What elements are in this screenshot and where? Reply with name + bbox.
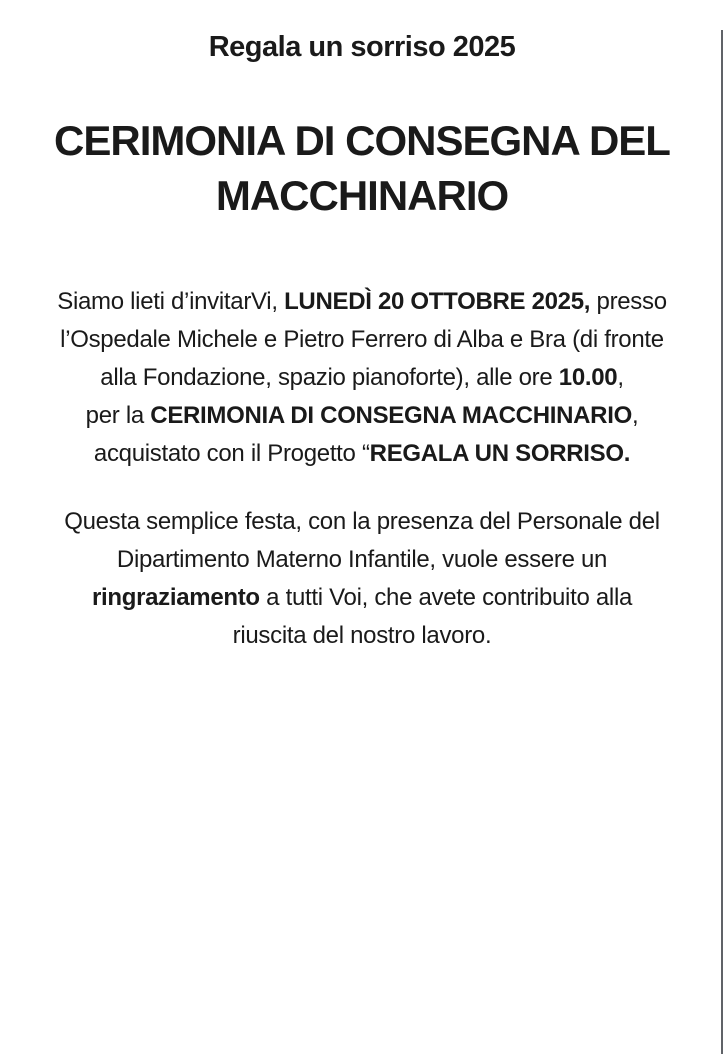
event-kicker: Regala un sorriso 2025 <box>208 31 516 63</box>
document-title: CERIMONIA DI CONSEGNA DEL MACCHINARIO <box>54 116 670 219</box>
document-page <box>0 30 724 1054</box>
invitation-paragraph: Siamo lieti d’invitarVi, LUNEDÌ 20 OTTOBRE 2025, presso l’Ospedale Michele e Pietro Ferrero di Alba e Bra (di fronte alla Fondazione, spazio pianoforte), alle ore 10.00, per la CERIMONIA DI CONSEGNA MACCHINARIO, acquistato con il Progetto “REGALA UN SORRISO. <box>57 287 667 467</box>
thanks-paragraph: Questa semplice festa, con la presenza del Personale del Dipartimento Materno Infantile, vuole essere un ringraziamento a tutti Voi, che avete contribuito alla riuscita del nostro lavoro. <box>64 507 660 649</box>
page-edge-line <box>721 30 723 1054</box>
